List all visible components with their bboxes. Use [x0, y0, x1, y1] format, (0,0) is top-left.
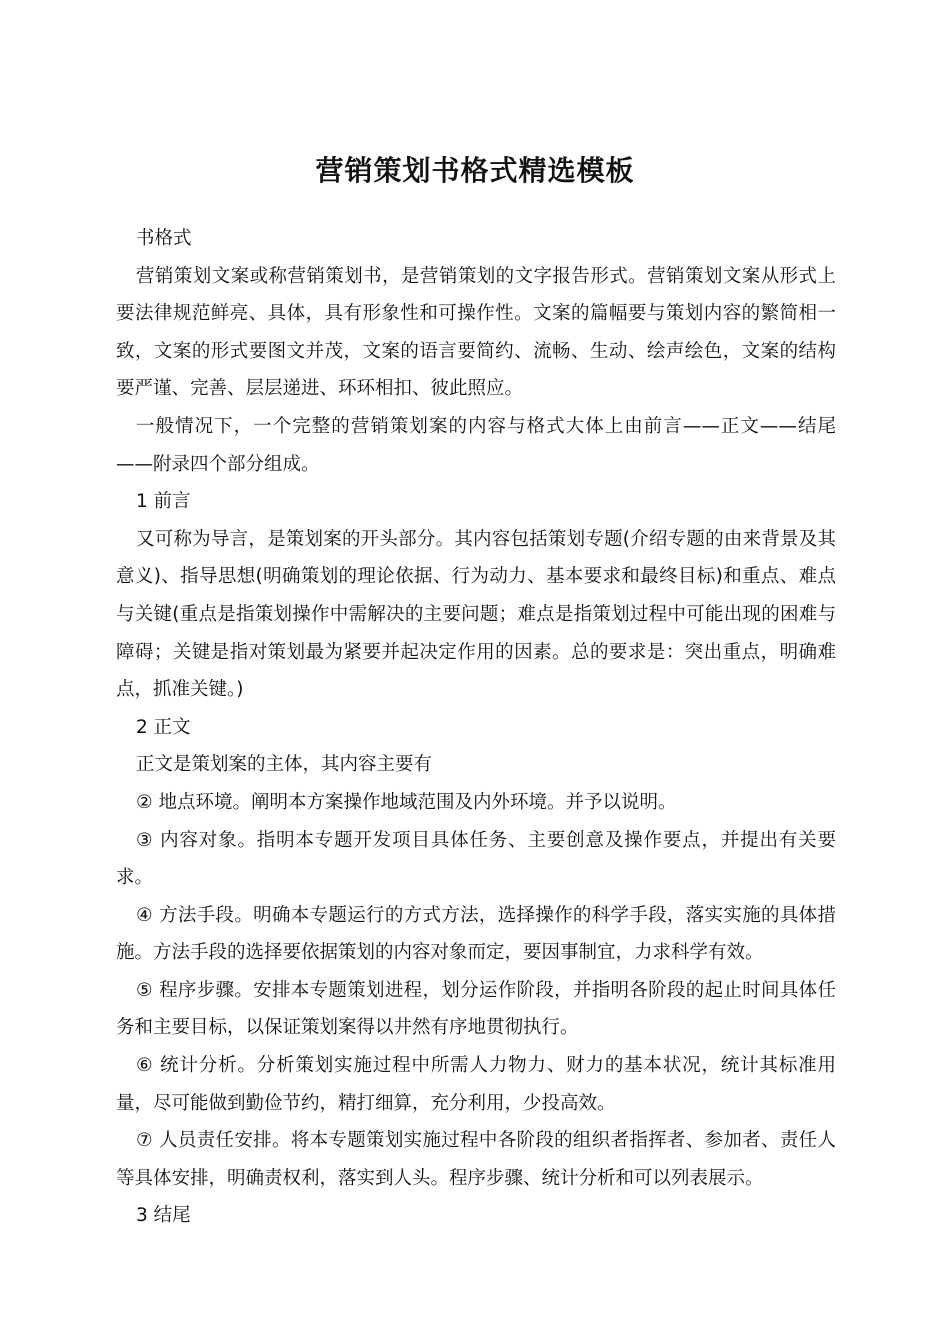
document-body: [116, 220, 836, 1235]
section-heading-main-text: 2 正文: [136, 716, 191, 738]
paragraph-main-text-intro: 正文是策划案的主体，其内容主要有: [136, 754, 433, 776]
list-item-steps: ⑤ 程序步骤。安排本专题策划进程，划分运作阶段，并指明各阶段的起止时间具体任务和主要目标，以保证策划案得以井然有序地贯彻执行。: [116, 979, 836, 1039]
document-title: 营销策划书格式精选模板: [315, 153, 635, 187]
list-item-personnel: ⑦ 人员责任安排。将本专题策划实施过程中各阶段的组织者指挥者、参加者、责任人等具体安排，明确责权利，落实到人头。程序步骤、统计分析和可以列表展示。: [116, 1130, 836, 1189]
paragraph-structure: 一般情况下，一个完整的营销策划案的内容与格式大体上由前言——正文——结尾——附录四个部分组成。: [116, 415, 836, 475]
section-heading-conclusion: 3 结尾: [136, 1205, 191, 1227]
list-item-methods: ④ 方法手段。明确本专题运行的方式方法，选择操作的科学手段，落实实施的具体措施。方法手段的选择要依据策划的内容对象而定，要因事制宜，力求科学有效。: [116, 904, 836, 964]
list-item-statistics: ⑥ 统计分析。分析策划实施过程中所需人力物力、财力的基本状况，统计其标准用量，尽可能做到勤俭节约，精打细算，充分利用，少投高效。: [116, 1055, 837, 1114]
section-heading-format: 书格式: [136, 228, 192, 249]
paragraph-preface: 又可称为导言，是策划案的开头部分。其内容包括策划专题(介绍专题的由来背景及其意义)、指导思想(明确策划的理论依据、行为动力、基本要求和最终目标)和重点、难点与关键(重点是指策划操作中需解决的主要问题；难点是指策划过程中可能出现的困难与障碍；关键是指对策划最为紧要并起决定作用的因素。总的要求是：突出重点，明确难点，抓准关键。): [116, 528, 836, 701]
section-heading-preface: 1 前言: [136, 491, 191, 513]
list-item-location: ② 地点环境。阐明本方案操作地域范围及内外环境。并予以说明。: [136, 791, 677, 813]
list-item-content: ③ 内容对象。指明本专题开发项目具体任务、主要创意及操作要点，并提出有关要求。: [116, 829, 837, 889]
paragraph-definition: 营销策划文案或称营销策划书，是营销策划的文字报告形式。营销策划文案从形式上要法律规范鲜亮、具体，具有形象性和可操作性。文案的篇幅要与策划内容的繁简相一致，文案的形式要图文并茂，文案的语言要简约、流畅、生动、绘声绘色，文案的结构要严谨、完善、层层递进、环环相扣、彼此照应。: [116, 265, 836, 400]
